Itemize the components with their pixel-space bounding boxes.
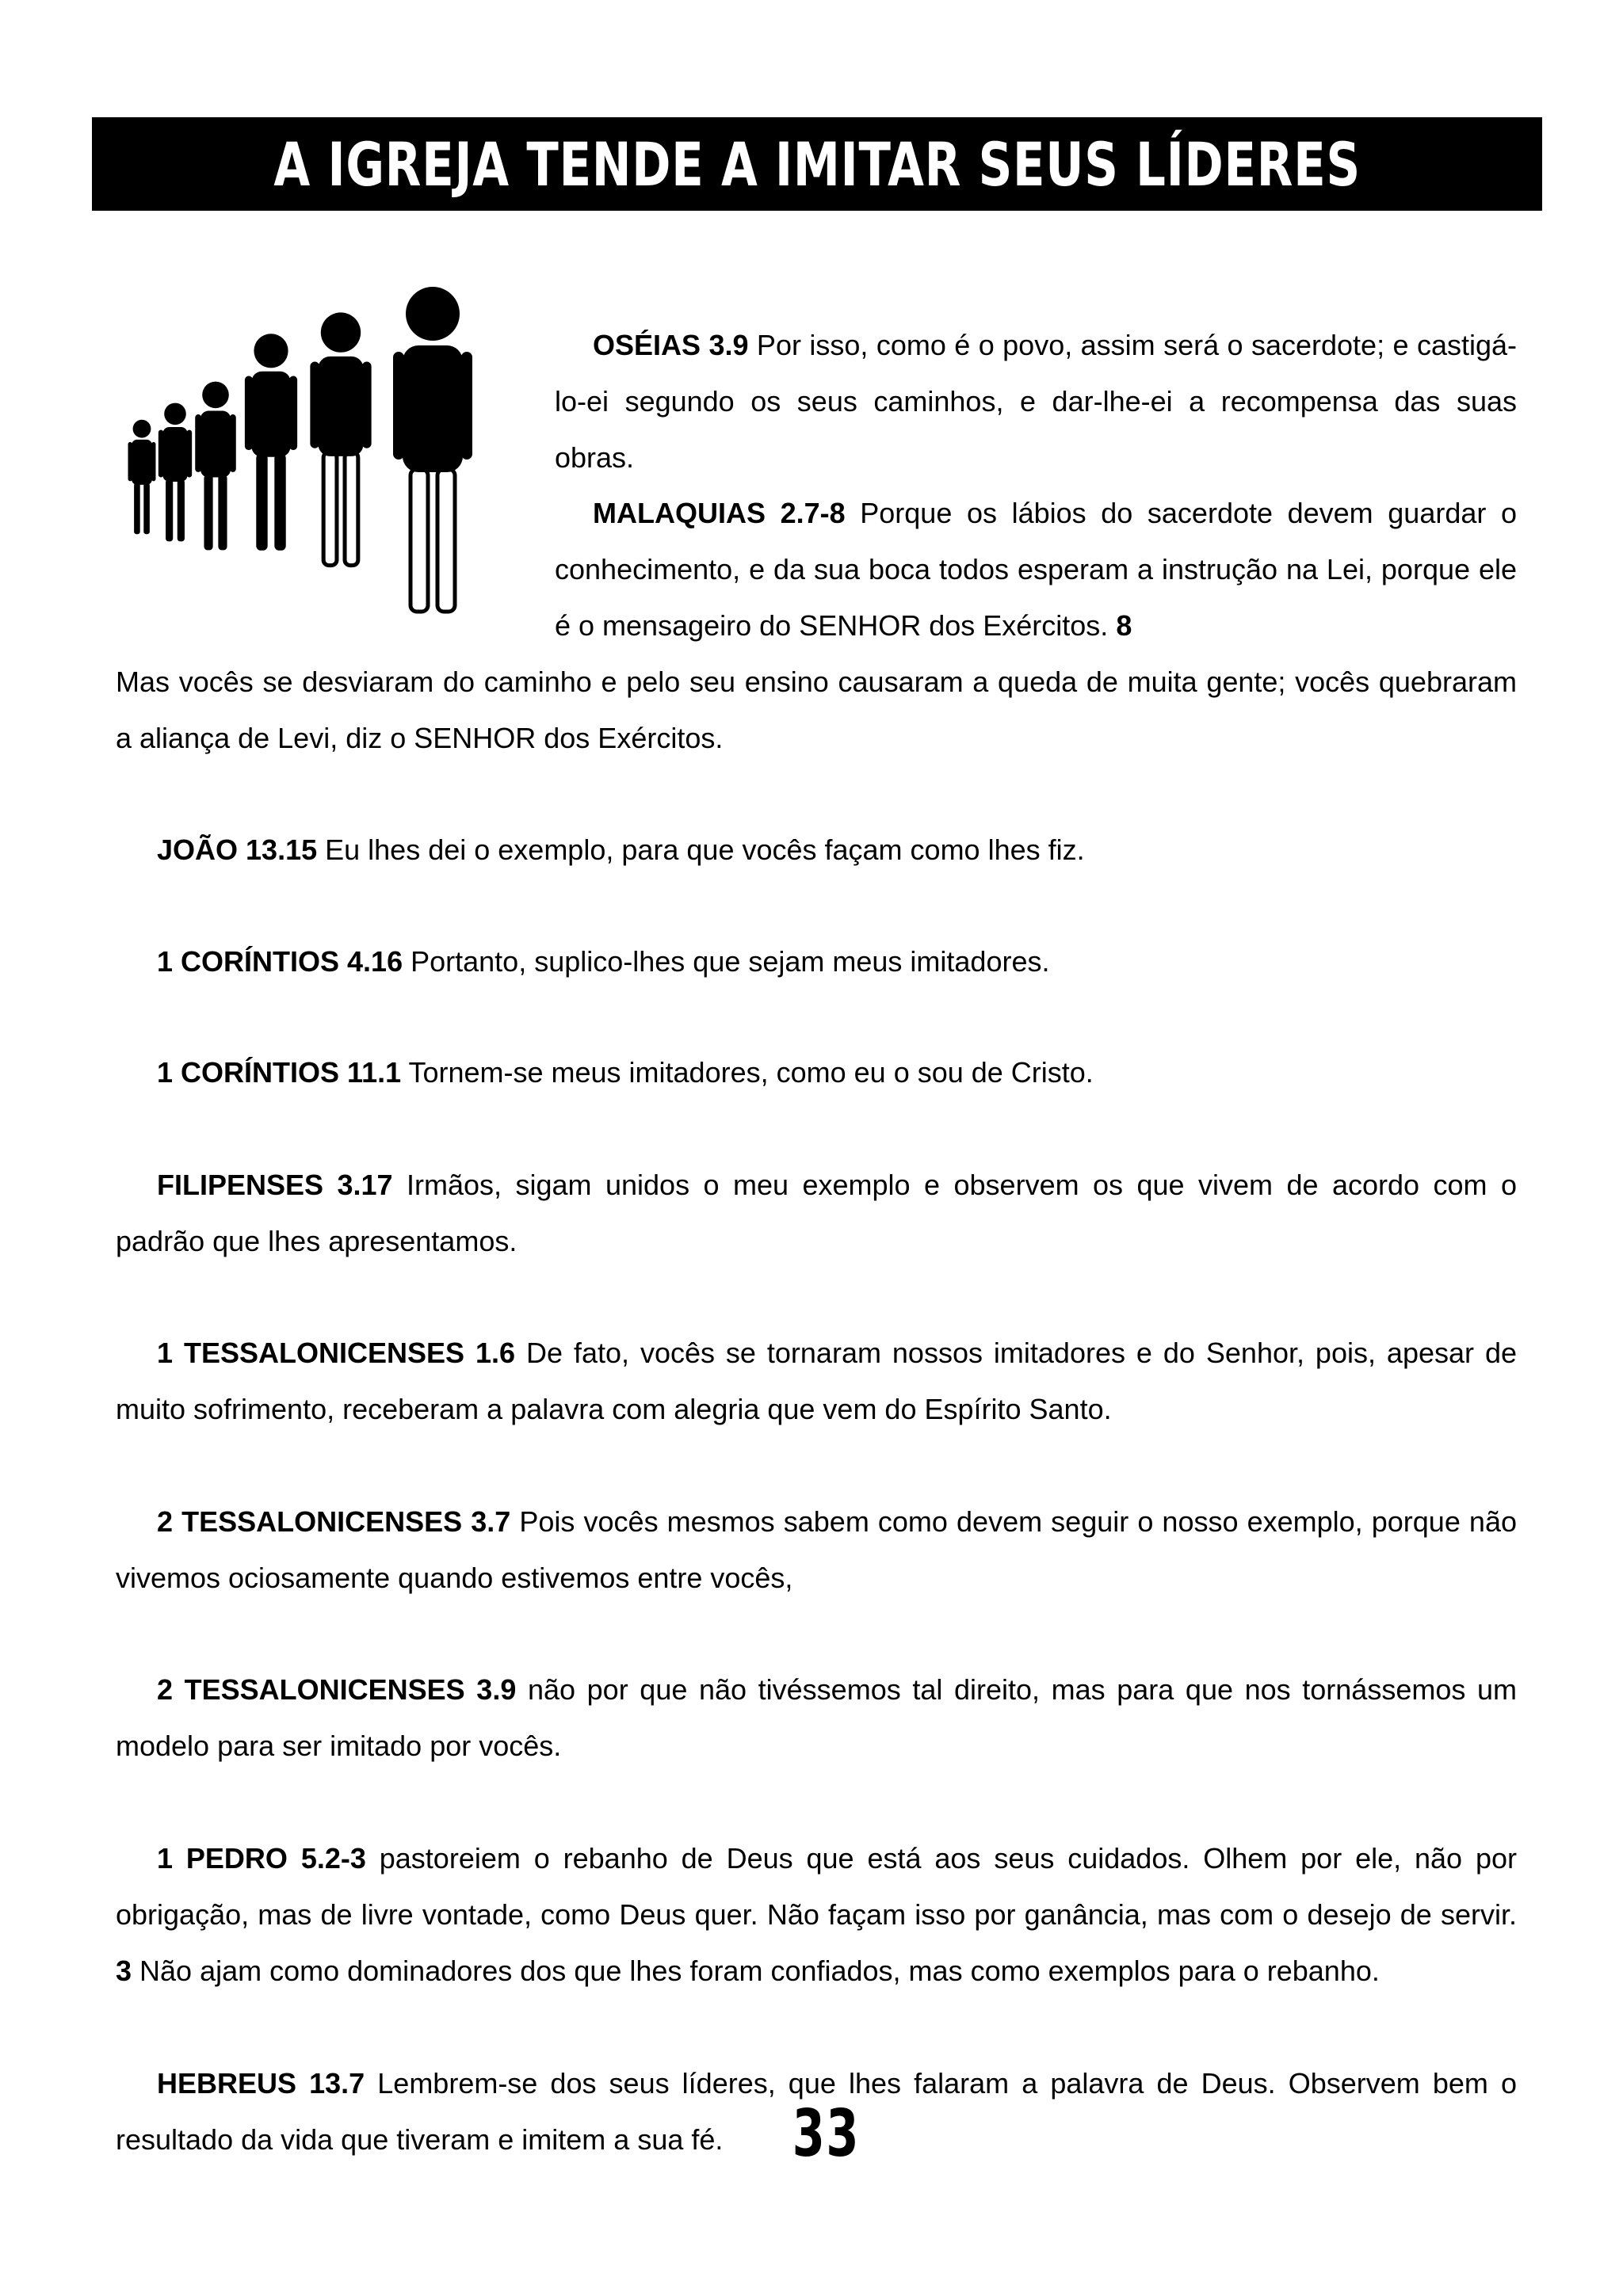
verse-text: Lembrem-se dos seus líderes, que lhes falaram a palavra de Deus. Observem bem o resultado da vida que tiveram e imitem a sua fé. [116, 2067, 1517, 2156]
verse-text: Portanto, suplico-lhes que sejam meus imitadores. [403, 945, 1050, 978]
verse-reference: MALAQUIAS 2.7-8 [593, 497, 846, 529]
verse-1-tessalonicenses [116, 1325, 1517, 1437]
verse-1-corintios-11 [116, 1044, 1517, 1100]
verse-reference: 1 CORÍNTIOS 4.16 [157, 945, 403, 978]
verse-reference: FILIPENSES 3.17 [157, 1169, 393, 1201]
verse-text: não por que não tivéssemos tal direito, mas para que nos tornássemos um modelo para ser imitado por vocês. [116, 1673, 1517, 1762]
verse-2-tessalonicenses-7 [116, 1493, 1517, 1606]
verse-reference: OSÉIAS 3.9 [593, 329, 749, 361]
verse-text: Tornem-se meus imitadores, como eu o sou de Cristo. [401, 1056, 1094, 1089]
verse-text: Eu lhes dei o exemplo, para que vocês façam como lhes fiz. [317, 833, 1085, 866]
verse-1-corintios-4 [116, 933, 1517, 990]
verse-text: De fato, vocês se tornaram nossos imitadores e do Senhor, pois, apesar de muito sofrimento, receberam a palavra com alegria que vem do Espírito Santo. [116, 1337, 1517, 1425]
verse-text: pastoreiem o rebanho de Deus que está aos seus cuidados. Olhem por ele, não por obrigação, mas de livre vontade, como Deus quer. Não façam isso por ganância, mas com o desejo de servir. [116, 1842, 1517, 1931]
verse-text: Porque os lábios do sacerdote devem guardar o conhecimento, e da sua boca todos esperam a instrução na Lei, porque ele é o mensageiro do SENHOR dos Exércitos. [555, 497, 1517, 642]
verse-joao [116, 822, 1517, 878]
verse-reference: 1 PEDRO 5.2-3 [157, 1842, 366, 1875]
verse-text: Por isso, como é o povo, assim será o sacerdote; e castigá-lo-ei segundo os seus caminhos, e dar-lhe-ei a recompensa das suas obras. [555, 329, 1517, 474]
verse-text: Pois vocês mesmos sabem como devem seguir o nosso exemplo, porque não vivemos ociosamente quando estivemos entre vocês, [116, 1505, 1517, 1594]
verse-filipenses [116, 1157, 1517, 1269]
verse-1-pedro [116, 1830, 1517, 1999]
verse-oseias [555, 317, 1517, 486]
verse-2-tessalonicenses-9 [116, 1661, 1517, 1774]
verse-reference: JOÃO 13.15 [157, 833, 318, 866]
verse-number: 3 [116, 1955, 132, 1987]
verse-reference: 1 TESSALONICENSES 1.6 [157, 1337, 516, 1369]
verse-malaquias-continued [116, 654, 1517, 766]
verse-reference: 2 TESSALONICENSES 3.9 [157, 1673, 517, 1706]
page-title: A IGREJA TENDE A IMITAR SEUS LÍDERES [273, 128, 1361, 200]
verse-number: 8 [1116, 609, 1132, 642]
people-silhouettes-growing-icon [111, 282, 539, 646]
verse-text-continued: Mas vocês se desviaram do caminho e pelo seu ensino causaram a queda de muita gente; vocês quebraram a aliança de Levi, diz o SENHOR dos Exércitos. [116, 666, 1517, 754]
verse-text-continued: Não ajam como dominadores dos que lhes foram confiados, mas como exemplos para o rebanho. [132, 1955, 1380, 1987]
verse-malaquias [555, 485, 1517, 654]
verse-reference: HEBREUS 13.7 [157, 2067, 365, 2100]
verse-text: Irmãos, sigam unidos o meu exemplo e observem os que vivem de acordo com o padrão que lhes apresentamos. [116, 1169, 1518, 1257]
verse-reference: 1 CORÍNTIOS 11.1 [157, 1056, 402, 1089]
verse-reference: 2 TESSALONICENSES 3.7 [157, 1505, 511, 1538]
page-title-bar [92, 117, 1542, 211]
page-number: 33 [792, 2096, 860, 2172]
